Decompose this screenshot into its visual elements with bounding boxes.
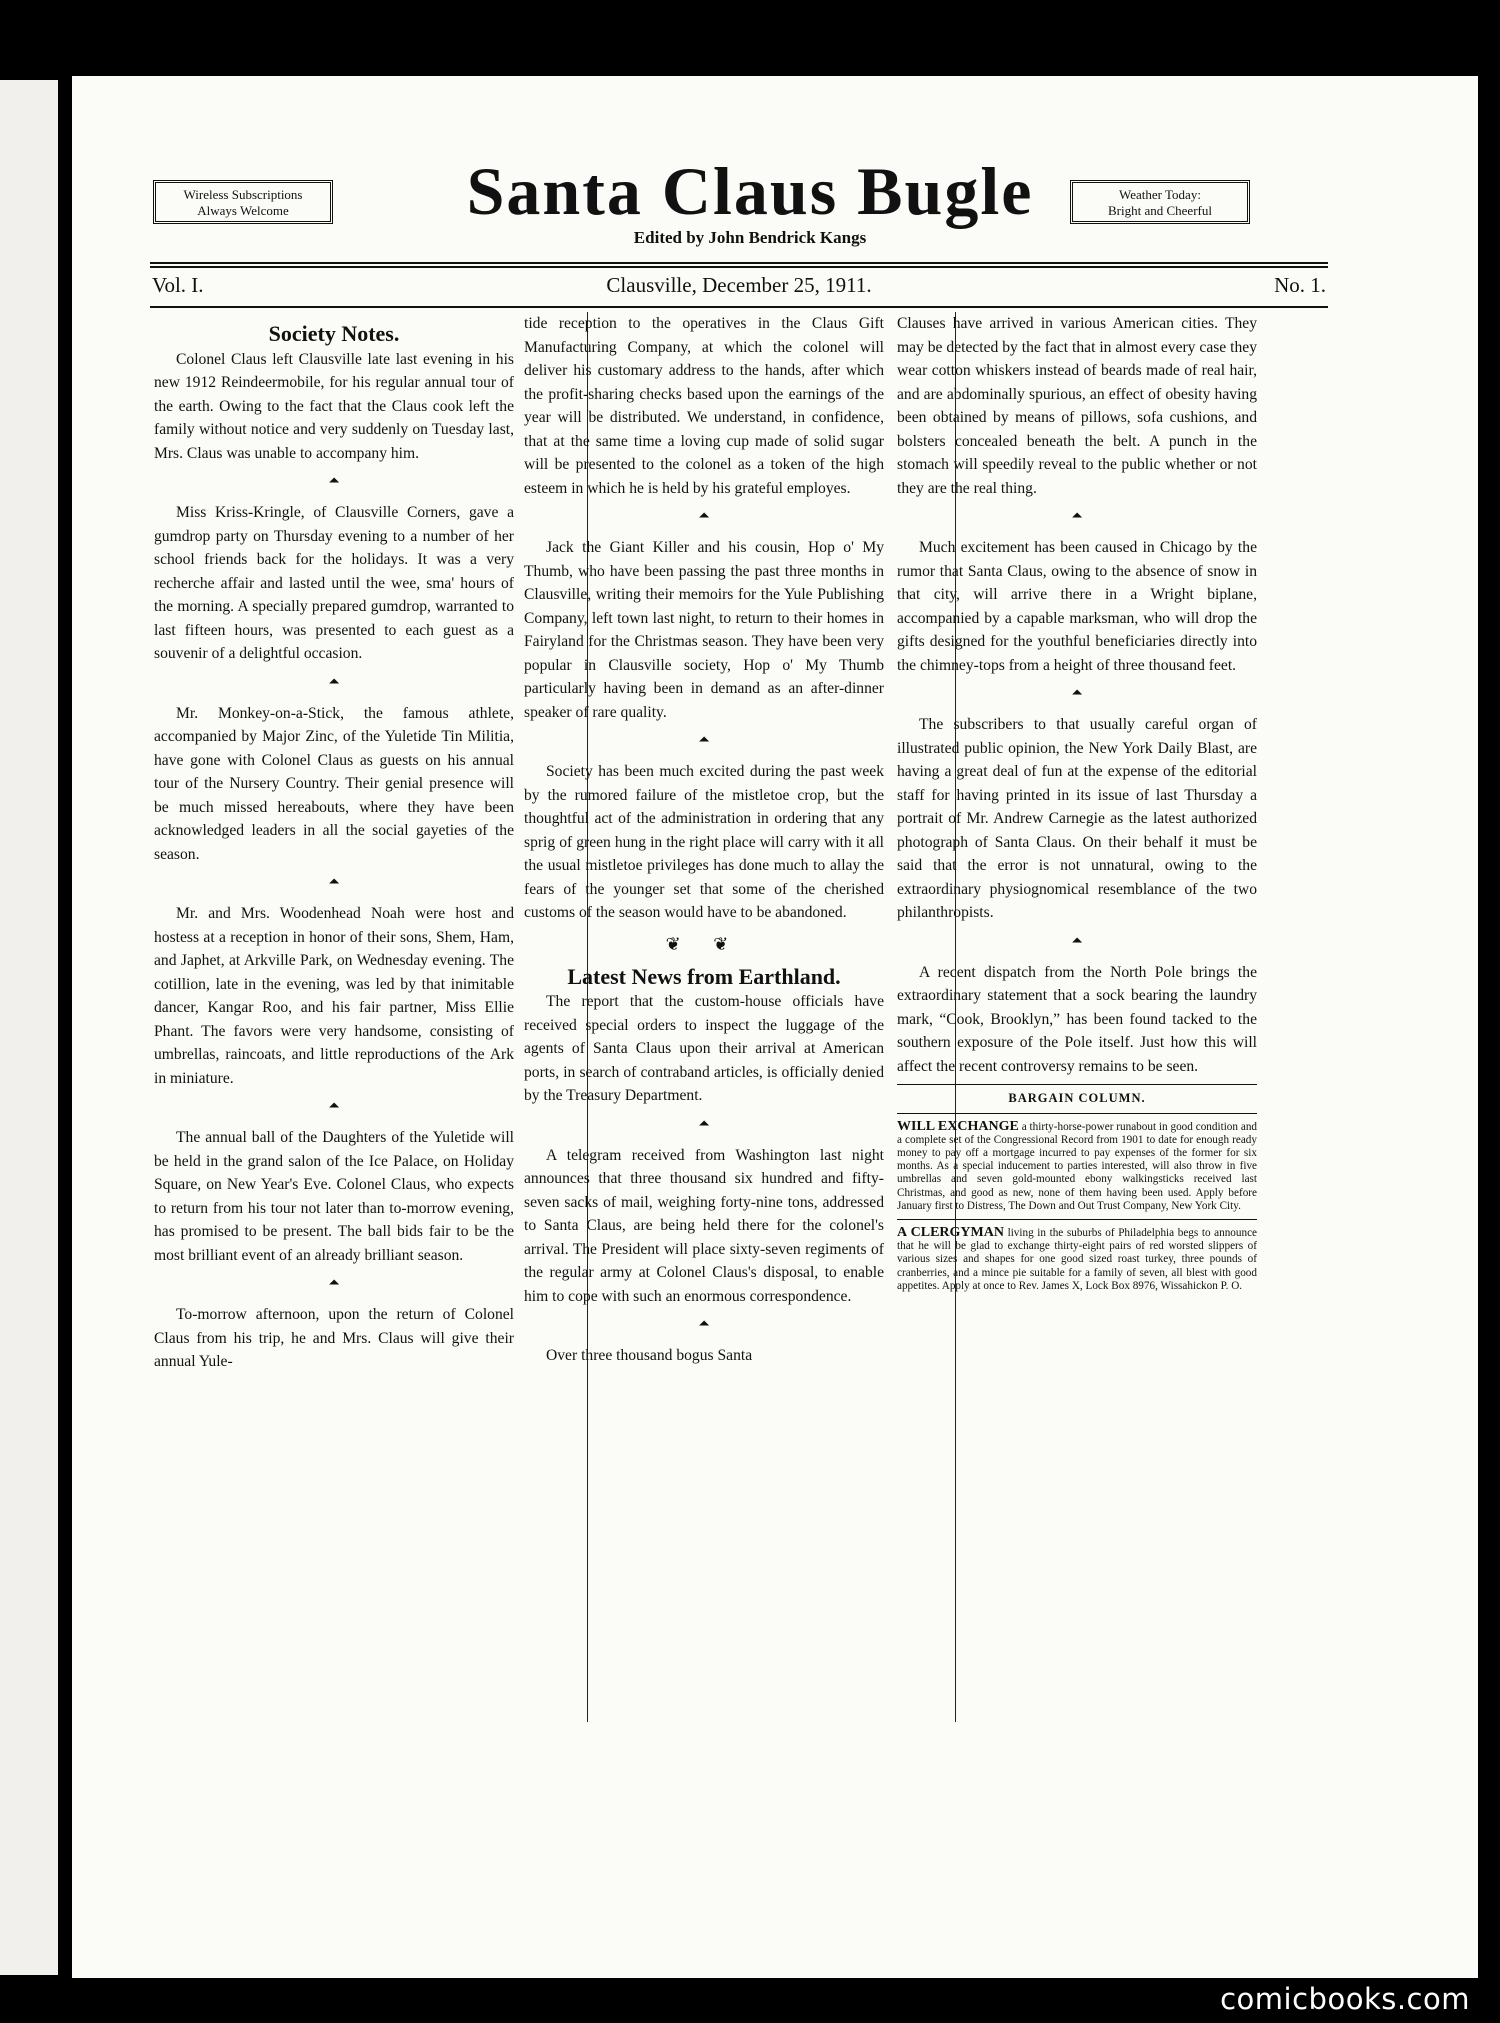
editor-line: Edited by John Bendrick Kangs	[633, 228, 867, 247]
dateline-rule-bottom	[150, 306, 1328, 308]
separator-mark: ⏶	[698, 1116, 710, 1132]
column-2	[524, 312, 884, 1368]
ad-lead: WILL EXCHANGE	[897, 1118, 1019, 1134]
article-paragraph: Mr. Monkey-on-a-Stick, the famous athlete, accompanied by Major Zinc, of the Yuletide Tin Militia, have gone with Colonel Claus as guests on his annual tour of the Nursery Country. Their genial presence will be much missed hereabouts, where they have been acknowledged leaders in all the social gayeties of the season.	[154, 704, 514, 863]
earthland-heading: Latest News from Earthland.	[567, 963, 841, 989]
dateline	[150, 270, 1328, 306]
separator-mark: ⏶	[328, 474, 340, 489]
article-paragraph: To-morrow afternoon, upon the return of Colonel Claus from his trip, he and Mrs. Claus will give their annual Yule-	[154, 1306, 514, 1370]
left-ear-line-2: Always Welcome	[197, 203, 289, 218]
article-paragraph: Mr. and Mrs. Woodenhead Noah were host and hostess at a reception in honor of their sons, Shem, Ham, and Japhet, at Arkville Park, on Wednesday evening. The cotillion, late in the evening, was led by that inimitable dancer, Kangar Roo, and his fair partner, Miss Ellie Phant. The favors were very handsome, consisting of umbrellas, raincoats, and little reproductions of the Ark in miniature.	[154, 905, 514, 1087]
separator-mark: ⏶	[1071, 509, 1083, 524]
separator-mark: ⏶	[328, 875, 340, 890]
article-paragraph: Colonel Claus left Clausville late last evening in his new 1912 Reindeermobile, for his regular annual tour of the earth. Owing to the fact that the Claus cook left the family without notice and very suddenly on Tuesday last, Mrs. Claus was unable to accompany him.	[154, 350, 514, 462]
bargain-column-heading: BARGAIN COLUMN.	[897, 1084, 1257, 1114]
masthead-rule-top-2	[150, 266, 1328, 268]
separator-mark: ⏶	[698, 509, 710, 524]
article-paragraph: A recent dispatch from the North Pole brings the extraordinary statement that a sock bearing the laundry mark, “Cook, Brooklyn,” has been found tacked to the southern exposure of the Pole itself. Just how this will affect the recent controversy remains to be seen.	[897, 963, 1257, 1075]
volume-label: Vol. I.	[152, 273, 204, 297]
separator-mark: ⏶	[328, 1099, 340, 1114]
ad-text: living in the suburbs of Philadelphia begs to announce that he will be glad to exchange thirty-eight pairs of red worsted slippers of various sizes and shapes for one good sized roast turkey, three pounds of cranberries, and a mince pie suitable for a family of seven, all blest with good appetites. Apply at once to Rev. James X, Lock Box 8976, Wissahickon P. O.	[897, 1226, 1258, 1292]
site-watermark: comicbooks.com	[1220, 1982, 1470, 2016]
left-ear-line-1: Wireless Subscriptions	[183, 187, 303, 202]
article-paragraph: Miss Kriss-Kringle, of Clausville Corners, gave a gumdrop party on Thursday evening to a number of her school friends back for the holidays. It was a very recherche affair and lasted until the wee, sma' hours of the morning. A specially prepared gumdrop, warranted to last fifteen hours, was presented to each guest as a souvenir of a delightful occasion.	[154, 504, 514, 662]
issue-number: No. 1.	[1274, 273, 1326, 297]
column-1	[154, 312, 514, 1374]
society-notes-heading: Society Notes.	[268, 321, 400, 346]
article-paragraph: Much excitement has been caused in Chicago by the rumor that Santa Claus, owing to the absence of snow in that city, will arrive there in a Wright biplane, accompanied by a capable marksman, who will drop the gifts designed for the youthful beneficiaries directly into the chimney-tops from a height of three thousand feet.	[897, 539, 1257, 674]
article-paragraph: A telegram received from Washington last night announces that three thousand six hundred and fifty-seven sacks of mail, weighing forty-nine tons, addressed to Santa Claus, are being held there for the colonel's arrival. The President will place sixty-seven regiments of the regular army at Colonel Claus's disposal, to enable him to cope with such an enormous correspondence.	[524, 1146, 884, 1305]
classified-ad	[897, 1120, 1257, 1213]
classified-ad	[897, 1226, 1257, 1293]
masthead-rule-top	[150, 262, 1328, 264]
article-paragraph: Society has been much excited during the past week by the rumored failure of the mistletoe crop, but the thoughtful act of the administration in ordering that any sprig of green hung in the right place will carry with it all the usual mistletoe privileges has done much to allay the fears of the younger set that some of the cherished customs of the season would have to be abandoned.	[524, 763, 884, 921]
ornament-divider: ❦ ❦	[665, 933, 743, 954]
column-3	[897, 312, 1257, 1293]
place-date: Clausville, December 25, 1911.	[606, 273, 872, 297]
article-paragraph: tide reception to the operatives in the Claus Gift Manufacturing Company, at which the colonel will deliver his customary address to the hands, after which the profit-sharing checks based upon the earnings of the year will be distributed. We understand, in confidence, that at the same time a loving cup made of solid sugar will be presented to the colonel as a token of the high esteem in which he is held by his grateful employes.	[524, 315, 884, 497]
right-ear-line-2: Bright and Cheerful	[1108, 203, 1212, 218]
article-paragraph: Jack the Giant Killer and his cousin, Hop o' My Thumb, who have been passing the past three months in Clausville, writing their memoirs for the Yule Publishing Company, left town last night, to return to their homes in Fairyland for the Christmas season. They have been very popular in Clausville society, Hop o' My Thumb particularly having been in demand as an after-dinner speaker of rare quality.	[524, 539, 884, 721]
separator-mark: ⏶	[1071, 933, 1083, 949]
separator-mark: ⏶	[328, 1276, 340, 1291]
separator-mark: ⏶	[328, 674, 340, 690]
article-paragraph: The subscribers to that usually careful organ of illustrated public opinion, the New York Daily Blast, are having a great deal of fun at the expense of the editorial staff for having printed in its issue of last Thursday a portrait of Mr. Andrew Carnegie as the latest authorized photograph of Santa Claus. On their behalf it must be said that the error is not unnatural, owing to the extraordinary physiognomical resemblance of the two philanthropists.	[897, 716, 1257, 921]
ad-lead: A CLERGYMAN	[897, 1224, 1004, 1240]
article-paragraph: Over three thousand bogus Santa	[546, 1347, 753, 1364]
ad-text: a thirty-horse-power runabout in good condition and a complete set of the Congressional Record from 1901 to date for enough ready money to pay off a mortgage incurred to pay expenses of the former for six months. As a special inducement to parties interested, will also throw in five umbrellas and seven gold-mounted ebony walkingsticks received last Christmas, and good as new, none of them having been used. Apply before January first to Distress, The Down and Out Trust Company, New York City.	[897, 1120, 1258, 1212]
separator-mark: ⏶	[698, 733, 710, 748]
separator-mark: ⏶	[698, 1317, 710, 1332]
article-paragraph: The annual ball of the Daughters of the Yuletide will be held in the grand salon of the Ice Palace, on Holiday Square, on New Year's Eve. Colonel Claus, who expects to return from his tour not later than to-morrow evening, has promised to be present. The ball bids fair to be the most brilliant event of an already brilliant season.	[154, 1129, 514, 1264]
right-ear-box	[1070, 180, 1250, 224]
adjacent-page-edge	[0, 80, 58, 1975]
article-paragraph: Clauses have arrived in various American cities. They may be detected by the fact that in almost every case they wear cotton whiskers instead of beards made of real hair, and are abdominally spurious, an effect of obesity having been obtained by means of pillows, sofa cushions, and bolsters concealed beneath the belt. A punch in the stomach will speedily reveal to the public whether or not they are the real thing.	[897, 315, 1257, 497]
ad-divider	[897, 1219, 1257, 1220]
article-paragraph: The report that the custom-house officials have received special orders to inspect the luggage of the agents of Santa Claus upon their arrival at American ports, in search of contraband articles, is officially denied by the Treasury Department.	[524, 993, 884, 1104]
newspaper-title: Santa Claus Bugle	[466, 153, 1034, 229]
separator-mark: ⏶	[1071, 686, 1083, 701]
right-ear-line-1: Weather Today:	[1119, 187, 1201, 202]
